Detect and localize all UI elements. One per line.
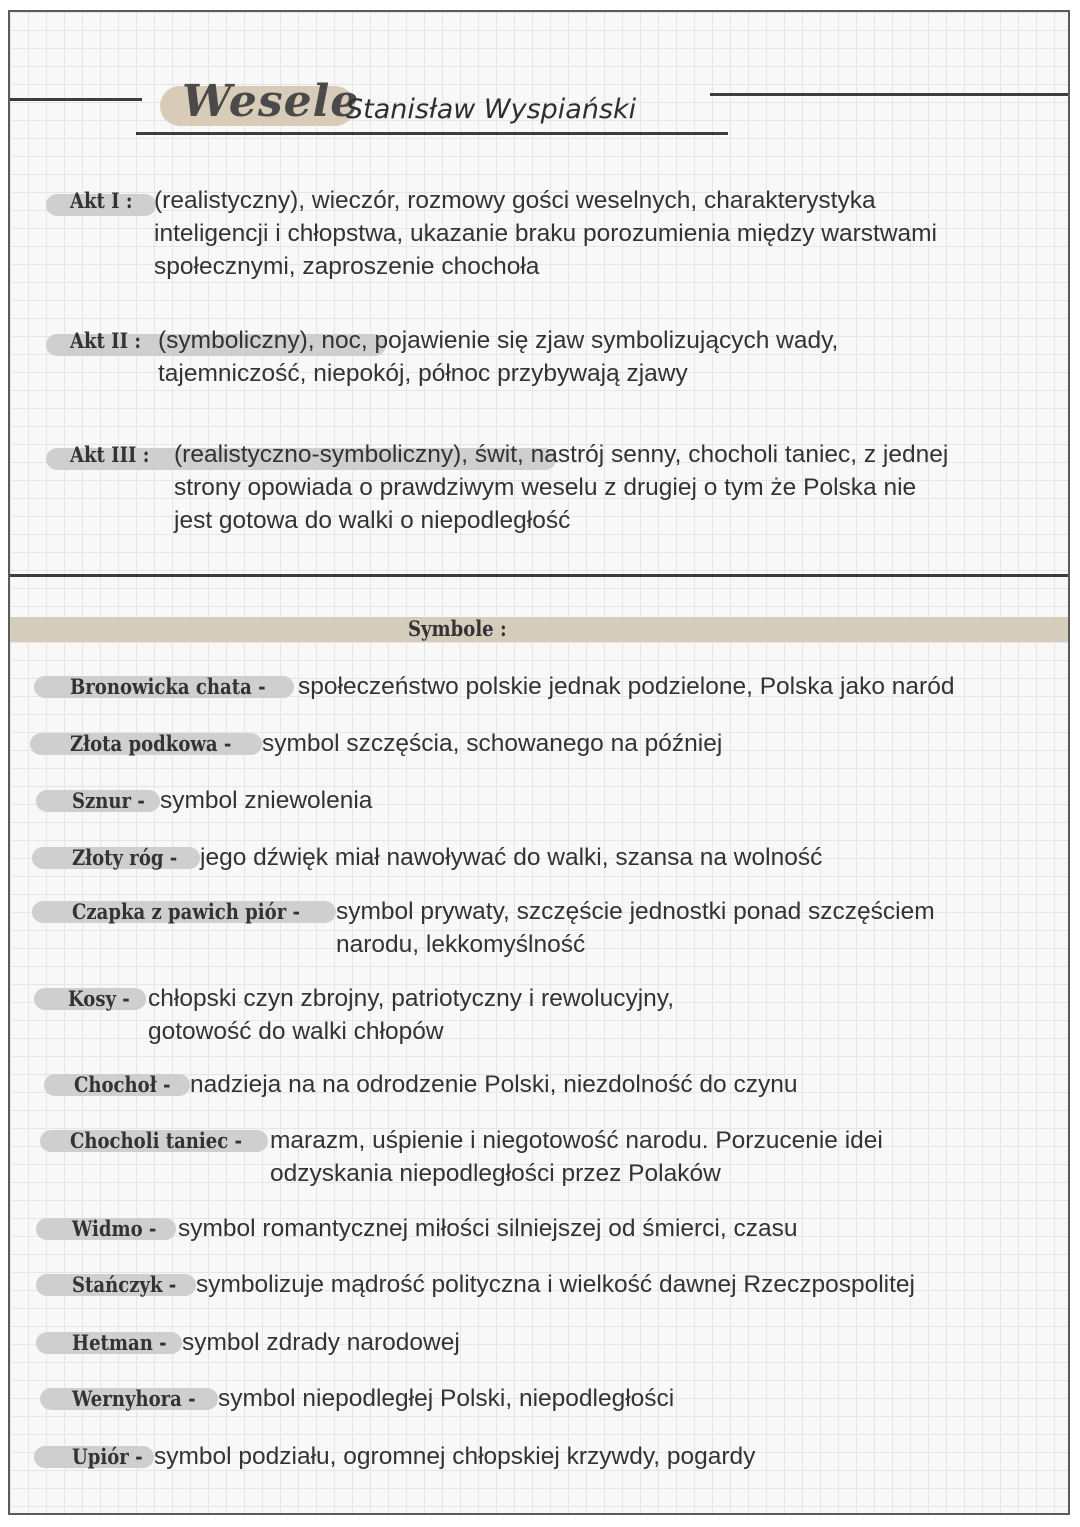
desc-line: (realistyczny), wieczór, rozmowy gości weselnych, charakterystyka	[154, 187, 876, 214]
header-rule-right	[710, 93, 1070, 96]
desc-line: strony opowiada o prawdziwym weselu z drugiej o tym że Polska nie	[174, 474, 917, 501]
symbol-description: symbol zdrady narodowej	[182, 1329, 460, 1356]
symbol-description: symbolizuje mądrość polityczna i wielkość dawnej Rzeczpospolitej	[196, 1271, 915, 1298]
symbol-label: Chocholi taniec -	[70, 1128, 243, 1153]
desc-line: społecznymi, zaproszenie chochoła	[154, 253, 540, 280]
act-description	[158, 324, 838, 390]
section-divider	[10, 574, 1070, 577]
symbol-label: Złoty róg -	[72, 845, 178, 870]
desc-line: (symboliczny), noc, pojawienie się zjaw symbolizujących wady,	[158, 327, 839, 354]
header-rule-left	[10, 98, 142, 101]
symbol-label: Hetman -	[72, 1330, 167, 1355]
symbol-description	[336, 895, 935, 961]
desc-line: (realistyczno-symboliczny), świt, nastrój senny, chocholi taniec, z jednej	[174, 441, 949, 468]
symbol-description: symbol romantycznej miłości silniejszej od śmierci, czasu	[178, 1215, 798, 1242]
act-label: Akt III :	[70, 442, 150, 467]
symbol-label: Stańczyk -	[72, 1272, 177, 1297]
symbol-label: Upiór -	[72, 1444, 143, 1469]
symbol-description	[270, 1124, 883, 1190]
symbol-description: jego dźwięk miał nawoływać do walki, szansa na wolność	[200, 844, 823, 871]
symbol-label: Bronowicka chata -	[70, 674, 266, 699]
desc-line: jest gotowa do walki o niepodległość	[174, 507, 571, 534]
symbol-description: nadzieja na na odrodzenie Polski, niezdolność do czynu	[190, 1071, 798, 1098]
symbol-label: Czapka z pawich piór -	[72, 899, 300, 924]
symbol-label: Kosy -	[68, 986, 130, 1011]
act-label: Akt I :	[70, 188, 133, 213]
act-description	[154, 184, 937, 283]
desc-line: gotowość do walki chłopów	[148, 1018, 444, 1045]
notes-page	[8, 10, 1070, 1515]
page-title: Wesele	[182, 76, 360, 127]
page-author: Stanisław Wyspiański	[346, 94, 637, 125]
symbol-description: symbol niepodległej Polski, niepodległości	[218, 1385, 675, 1412]
symbol-label: Chochoł -	[74, 1072, 171, 1097]
symbol-label: Wernyhora -	[72, 1386, 196, 1411]
desc-line: tajemniczość, niepokój, północ przybywają zjawy	[158, 360, 688, 387]
symbol-description: symbol zniewolenia	[160, 787, 373, 814]
symbol-description: społeczeństwo polskie jednak podzielone, Polska jako naród	[298, 673, 955, 700]
symbol-description: symbol podziału, ogromnej chłopskiej krzywdy, pogardy	[154, 1443, 756, 1470]
desc-line: inteligencji i chłopstwa, ukazanie braku porozumienia między warstwami	[154, 220, 937, 247]
desc-line: symbol prywaty, szczęście jednostki ponad szczęściem	[336, 898, 935, 925]
act-label: Akt II :	[70, 328, 142, 353]
symbol-description: symbol szczęścia, schowanego na później	[262, 730, 723, 757]
act-description	[174, 438, 948, 537]
title-underline	[136, 132, 728, 135]
desc-line: odzyskania niepodległości przez Polaków	[270, 1160, 721, 1187]
symbol-label: Złota podkowa -	[70, 731, 232, 756]
symbols-heading-band	[10, 617, 1070, 642]
symbols-heading: Symbole :	[408, 616, 507, 641]
desc-line: marazm, uśpienie i niegotowość narodu. Porzucenie idei	[270, 1127, 883, 1154]
desc-line: narodu, lekkomyślność	[336, 931, 586, 958]
symbol-label: Widmo -	[72, 1216, 157, 1241]
desc-line: chłopski czyn zbrojny, patriotyczny i rewolucyjny,	[148, 985, 675, 1012]
symbol-label: Sznur -	[72, 788, 145, 813]
symbol-description	[148, 982, 674, 1048]
